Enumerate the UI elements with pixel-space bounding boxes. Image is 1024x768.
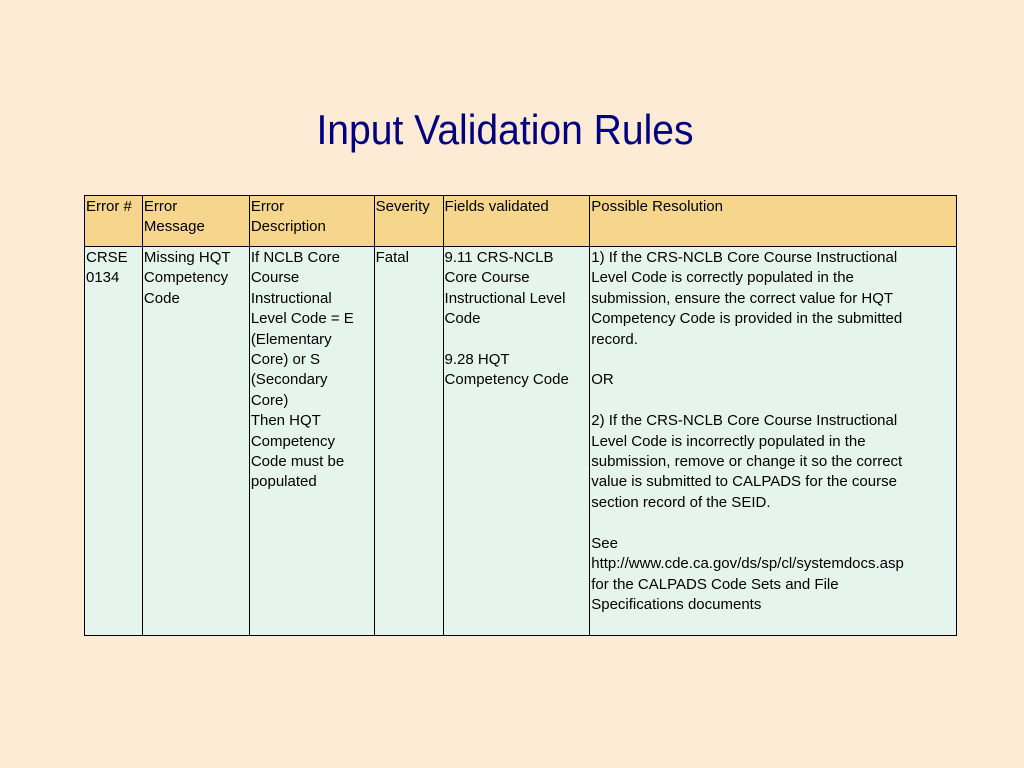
cell-severity: Fatal xyxy=(374,247,443,636)
cell-error-message: Missing HQT Competency Code xyxy=(142,247,249,636)
table-header-row xyxy=(85,196,957,247)
header-error-number: Error # xyxy=(85,196,143,247)
header-fields-validated: Fields validated xyxy=(443,196,590,247)
header-possible-resolution: Possible Resolution xyxy=(590,196,957,247)
cell-possible-resolution: 1) If the CRS-NCLB Core Course Instructional Level Code is correctly populated in the submission, ensure the correct value for HQT Competency Code is provided in the submitted record. OR 2) If the CRS-NCLB Core Course Instructional Level Code is incorrectly populated in the submission, remove or change it so the correct value is submitted to CALPADS for the course section record of the SEID. See http://www.cde.ca.gov/ds/sp/cl/systemdocs.asp for the CALPADS Code Sets and File Specifications documents xyxy=(590,247,957,636)
header-severity: Severity xyxy=(374,196,443,247)
header-error-message: Error Message xyxy=(142,196,249,247)
cell-fields-validated: 9.11 CRS-NCLB Core Course Instructional Level Code 9.28 HQT Competency Code xyxy=(443,247,590,636)
table-row xyxy=(85,247,957,636)
header-error-description: Error Description xyxy=(249,196,374,247)
cell-error-description: If NCLB Core Course Instructional Level Code = E (Elementary Core) or S (Secondary Core) Then HQT Competency Code must be populated xyxy=(249,247,374,636)
cell-error-number: CRSE 0134 xyxy=(85,247,143,636)
slide-title: Input Validation Rules xyxy=(316,106,694,153)
validation-rules-table xyxy=(84,195,957,636)
